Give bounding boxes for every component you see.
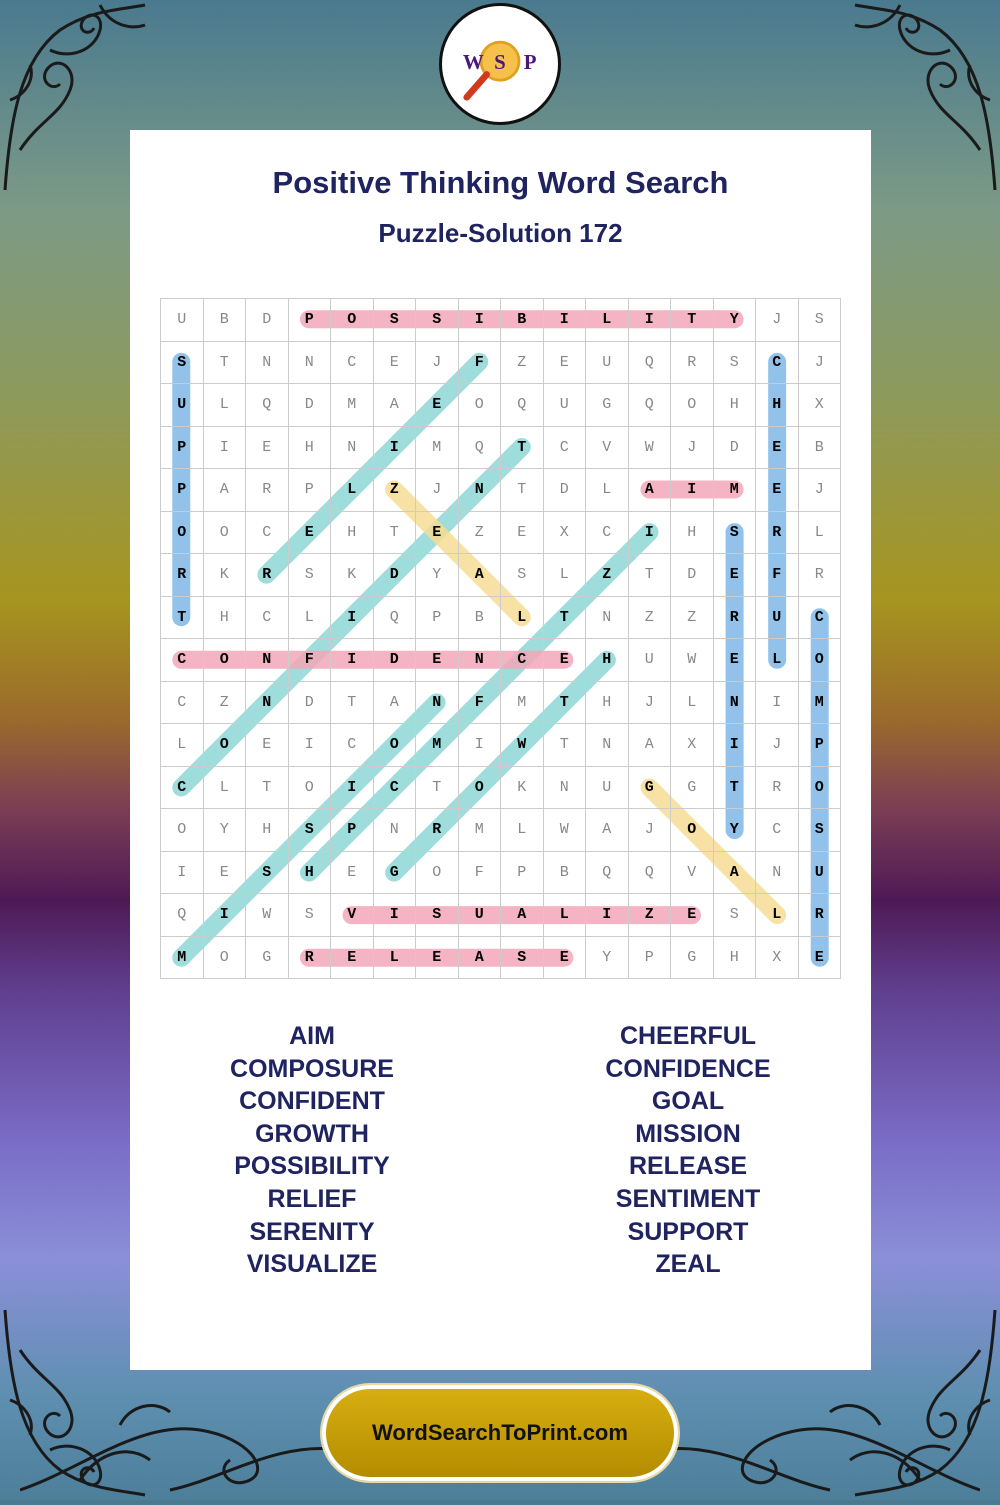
grid-cell[interactable]: B	[501, 299, 544, 342]
grid-cell[interactable]: S	[289, 809, 332, 852]
grid-cell[interactable]: C	[586, 512, 629, 555]
corner-ornament-top-left	[0, 0, 150, 200]
grid-cell[interactable]: M	[331, 384, 374, 427]
wsp-logo[interactable]	[439, 3, 561, 125]
grid-cell[interactable]: M	[501, 682, 544, 725]
grid-cell[interactable]: D	[714, 427, 757, 470]
grid-cell[interactable]: I	[374, 894, 417, 937]
grid-cell[interactable]: T	[246, 767, 289, 810]
grid-cell[interactable]: I	[289, 724, 332, 767]
grid-cell[interactable]: O	[204, 724, 247, 767]
grid-cell[interactable]: K	[501, 767, 544, 810]
grid-cell[interactable]: F	[459, 682, 502, 725]
grid-cell[interactable]: Z	[501, 342, 544, 385]
grid-cell[interactable]: C	[799, 597, 842, 640]
grid-cell[interactable]: A	[629, 469, 672, 512]
grid-cell[interactable]: D	[374, 639, 417, 682]
grid-cell[interactable]: Z	[586, 554, 629, 597]
grid-cell[interactable]: Z	[629, 894, 672, 937]
grid-cell[interactable]: N	[714, 682, 757, 725]
grid-cell[interactable]: I	[671, 469, 714, 512]
grid-cell[interactable]: D	[374, 554, 417, 597]
grid-cell[interactable]: N	[459, 469, 502, 512]
grid-cell[interactable]: A	[629, 724, 672, 767]
grid-cell[interactable]: F	[289, 639, 332, 682]
grid-cell[interactable]: R	[289, 937, 332, 980]
grid-cell[interactable]: N	[331, 427, 374, 470]
grid-cell[interactable]: G	[671, 767, 714, 810]
grid-cell[interactable]: E	[416, 639, 459, 682]
word-list-item: GOAL	[651, 1087, 725, 1116]
grid-cell[interactable]: Z	[459, 512, 502, 555]
grid-cell[interactable]: U	[629, 639, 672, 682]
grid-cell[interactable]: C	[544, 427, 587, 470]
grid-cell[interactable]: R	[799, 554, 842, 597]
grid-cell[interactable]: O	[416, 852, 459, 895]
grid-cell[interactable]: T	[161, 597, 204, 640]
grid-cell[interactable]: A	[204, 469, 247, 512]
grid-cell[interactable]: V	[671, 852, 714, 895]
grid-cell[interactable]: I	[331, 639, 374, 682]
grid-cell[interactable]: J	[416, 342, 459, 385]
grid-cell[interactable]: J	[756, 724, 799, 767]
grid-cell[interactable]: T	[374, 512, 417, 555]
grid-cell[interactable]: O	[671, 384, 714, 427]
grid-cell[interactable]: W	[629, 427, 672, 470]
grid-cell[interactable]: O	[331, 299, 374, 342]
word-list-item: VISUALIZE	[246, 1250, 378, 1279]
grid-cell[interactable]: T	[204, 342, 247, 385]
word-list-item: GROWTH	[255, 1119, 369, 1148]
grid-cell[interactable]: X	[544, 512, 587, 555]
grid-cell[interactable]: Q	[629, 852, 672, 895]
grid-cell[interactable]: D	[544, 469, 587, 512]
grid-cell[interactable]: Z	[374, 469, 417, 512]
grid-cell[interactable]: Y	[416, 554, 459, 597]
grid-cell[interactable]: I	[714, 724, 757, 767]
grid-cell[interactable]: D	[246, 299, 289, 342]
logo-letter-p: P	[523, 49, 537, 74]
grid-cell[interactable]: D	[289, 384, 332, 427]
grid-cell[interactable]: E	[799, 937, 842, 980]
grid-cell[interactable]: E	[544, 937, 587, 980]
grid-cell[interactable]: E	[714, 639, 757, 682]
grid-cell[interactable]: E	[374, 342, 417, 385]
grid-cell[interactable]: O	[374, 724, 417, 767]
logo-letter-s: S	[494, 49, 506, 74]
grid-cell[interactable]: T	[331, 682, 374, 725]
grid-cell[interactable]: V	[331, 894, 374, 937]
grid-cell[interactable]: I	[331, 597, 374, 640]
grid-cell[interactable]: L	[756, 894, 799, 937]
grid-cell[interactable]: L	[586, 299, 629, 342]
grid-cell[interactable]: E	[544, 639, 587, 682]
grid-cell[interactable]: Q	[161, 894, 204, 937]
grid-cell[interactable]: X	[799, 384, 842, 427]
grid-cell[interactable]: N	[459, 639, 502, 682]
grid-cell[interactable]: E	[544, 342, 587, 385]
grid-cell[interactable]: G	[671, 937, 714, 980]
logo-letter-w: W	[462, 49, 484, 74]
grid-cell[interactable]: N	[289, 342, 332, 385]
grid-cell[interactable]: R	[671, 342, 714, 385]
grid-cell[interactable]: S	[416, 299, 459, 342]
grid-cell[interactable]: U	[756, 597, 799, 640]
bottom-swirl-left	[20, 1350, 350, 1500]
grid-cell[interactable]: U	[799, 852, 842, 895]
grid-cell[interactable]: I	[204, 894, 247, 937]
grid-cell[interactable]: I	[629, 512, 672, 555]
grid-cell[interactable]: W	[544, 809, 587, 852]
grid-cell[interactable]: R	[416, 809, 459, 852]
grid-cell[interactable]: W	[501, 724, 544, 767]
grid-cell[interactable]: G	[586, 384, 629, 427]
grid-cell[interactable]: J	[629, 809, 672, 852]
grid-cell[interactable]: L	[671, 682, 714, 725]
grid-cell[interactable]: S	[289, 554, 332, 597]
grid-cell[interactable]: Q	[374, 597, 417, 640]
grid-cell[interactable]: O	[204, 937, 247, 980]
grid-cell[interactable]: C	[161, 682, 204, 725]
word-search-grid	[160, 298, 841, 979]
grid-cell[interactable]: L	[544, 554, 587, 597]
grid-cell[interactable]: S	[799, 299, 842, 342]
grid-cell[interactable]: G	[629, 767, 672, 810]
word-list-right	[538, 1020, 838, 1281]
grid-cell[interactable]: P	[501, 852, 544, 895]
grid-cell[interactable]: J	[799, 469, 842, 512]
grid-cell[interactable]: T	[544, 724, 587, 767]
grid-cell[interactable]: F	[459, 342, 502, 385]
grid-cell[interactable]: H	[756, 384, 799, 427]
word-list-item: ZEAL	[655, 1250, 721, 1279]
grid-cell[interactable]: M	[416, 724, 459, 767]
grid-cell[interactable]: Z	[204, 682, 247, 725]
grid-cell[interactable]: L	[289, 597, 332, 640]
grid-cell[interactable]: L	[374, 937, 417, 980]
grid-cell[interactable]: T	[544, 597, 587, 640]
grid-cell[interactable]: E	[714, 554, 757, 597]
word-list-item: SUPPORT	[627, 1217, 749, 1246]
grid-cell[interactable]: O	[459, 384, 502, 427]
grid-cell[interactable]: N	[586, 724, 629, 767]
word-list-item: SENTIMENT	[615, 1184, 761, 1213]
grid-cell[interactable]: M	[799, 682, 842, 725]
grid-cell[interactable]: S	[416, 894, 459, 937]
grid-cell[interactable]: S	[289, 894, 332, 937]
grid-cell[interactable]: E	[671, 894, 714, 937]
grid-cell[interactable]: S	[714, 894, 757, 937]
grid-cell[interactable]: R	[161, 554, 204, 597]
grid-cell[interactable]: H	[289, 852, 332, 895]
word-list-item: CONFIDENT	[239, 1087, 385, 1116]
grid-cell[interactable]: N	[246, 682, 289, 725]
grid-cell[interactable]: S	[799, 809, 842, 852]
word-list-item: RELEASE	[628, 1152, 748, 1181]
grid-cell[interactable]: R	[246, 469, 289, 512]
grid-cell[interactable]: P	[289, 469, 332, 512]
grid-cell[interactable]: U	[544, 384, 587, 427]
grid-cell[interactable]: C	[756, 809, 799, 852]
grid-cell[interactable]: R	[756, 512, 799, 555]
grid-cell[interactable]: Z	[629, 597, 672, 640]
grid-cell[interactable]: H	[289, 427, 332, 470]
grid-cell[interactable]: B	[459, 597, 502, 640]
site-link-label: WordSearchToPrint.com	[372, 1420, 628, 1445]
word-list-item: CONFIDENCE	[605, 1054, 771, 1083]
grid-cell[interactable]: G	[374, 852, 417, 895]
grid-cell[interactable]: N	[416, 682, 459, 725]
grid-cell[interactable]: E	[331, 852, 374, 895]
grid-cell[interactable]: E	[501, 512, 544, 555]
grid-cell[interactable]: R	[246, 554, 289, 597]
page-subtitle: Puzzle-Solution 172	[378, 218, 623, 248]
grid-cell[interactable]: S	[714, 342, 757, 385]
grid-cell[interactable]: A	[459, 554, 502, 597]
grid-cell[interactable]: Q	[629, 342, 672, 385]
grid-cell[interactable]: L	[544, 894, 587, 937]
grid-cell[interactable]: A	[374, 682, 417, 725]
grid-cell[interactable]: T	[714, 767, 757, 810]
grid-cell[interactable]: J	[799, 342, 842, 385]
grid-cell[interactable]: O	[289, 767, 332, 810]
grid-cell[interactable]: E	[331, 937, 374, 980]
grid-cell[interactable]: C	[501, 639, 544, 682]
grid-cell[interactable]: L	[204, 767, 247, 810]
grid-cell[interactable]: E	[756, 427, 799, 470]
grid-cell[interactable]: C	[331, 724, 374, 767]
grid-cell[interactable]: N	[374, 809, 417, 852]
grid-cell[interactable]: N	[756, 852, 799, 895]
grid-cell[interactable]: L	[204, 384, 247, 427]
bottom-swirl-right	[650, 1350, 980, 1500]
grid-cell[interactable]: C	[246, 597, 289, 640]
grid-cell[interactable]: M	[416, 427, 459, 470]
grid-cell[interactable]: U	[161, 299, 204, 342]
grid-cell[interactable]: I	[459, 299, 502, 342]
grid-cell[interactable]: F	[756, 554, 799, 597]
grid-cell[interactable]: B	[799, 427, 842, 470]
grid-cell[interactable]: C	[756, 342, 799, 385]
grid-cell[interactable]: N	[586, 597, 629, 640]
magnifier-handle-icon	[467, 74, 487, 97]
grid-cell[interactable]: K	[331, 554, 374, 597]
grid-cell[interactable]: P	[331, 809, 374, 852]
grid-cell[interactable]: I	[161, 852, 204, 895]
grid-cell[interactable]: O	[204, 512, 247, 555]
grid-cell[interactable]: A	[501, 894, 544, 937]
grid-cell[interactable]: G	[246, 937, 289, 980]
grid-cell[interactable]: T	[416, 767, 459, 810]
page-title: Positive Thinking Word Search	[272, 165, 729, 200]
grid-cell[interactable]: A	[459, 937, 502, 980]
grid-cell[interactable]: E	[204, 852, 247, 895]
grid-cell[interactable]: U	[161, 384, 204, 427]
grid-cell[interactable]: H	[714, 384, 757, 427]
grid-cell[interactable]: C	[331, 342, 374, 385]
grid-cell[interactable]: D	[289, 682, 332, 725]
grid-cell[interactable]: S	[714, 512, 757, 555]
grid-cell[interactable]: Q	[459, 427, 502, 470]
grid-cell[interactable]: C	[161, 767, 204, 810]
grid-cell[interactable]: A	[586, 809, 629, 852]
grid-cell[interactable]: S	[501, 554, 544, 597]
grid-cell[interactable]: R	[714, 597, 757, 640]
grid-cell[interactable]: O	[671, 809, 714, 852]
grid-cell[interactable]: P	[799, 724, 842, 767]
grid-cell[interactable]: U	[586, 767, 629, 810]
grid-cell[interactable]: H	[331, 512, 374, 555]
grid-cell[interactable]: J	[671, 427, 714, 470]
grid-cell[interactable]: I	[459, 724, 502, 767]
grid-cell[interactable]: I	[756, 682, 799, 725]
grid-cell[interactable]: L	[501, 809, 544, 852]
grid-cell[interactable]: E	[416, 937, 459, 980]
grid-cell[interactable]: M	[714, 469, 757, 512]
word-list-item: COMPOSURE	[230, 1054, 394, 1083]
grid-cell[interactable]: L	[756, 639, 799, 682]
grid-cell[interactable]: C	[374, 767, 417, 810]
grid-cell[interactable]: S	[374, 299, 417, 342]
word-list-item: AIM	[289, 1022, 335, 1050]
grid-cell[interactable]: I	[204, 427, 247, 470]
grid-cell[interactable]: H	[586, 639, 629, 682]
grid-cell[interactable]: H	[586, 682, 629, 725]
grid-cell[interactable]: P	[161, 427, 204, 470]
grid-cell[interactable]: H	[671, 512, 714, 555]
grid-cell[interactable]: B	[544, 852, 587, 895]
word-list-item: POSSIBILITY	[234, 1152, 390, 1181]
grid-cell[interactable]: W	[671, 639, 714, 682]
grid-cell[interactable]: Y	[714, 299, 757, 342]
grid-cell[interactable]: U	[459, 894, 502, 937]
grid-cell[interactable]: T	[544, 682, 587, 725]
grid-cell[interactable]: N	[246, 639, 289, 682]
grid-cell[interactable]: P	[289, 299, 332, 342]
grid-cell[interactable]: O	[161, 809, 204, 852]
grid-cell[interactable]: K	[204, 554, 247, 597]
grid-cell[interactable]: L	[331, 469, 374, 512]
grid-cell[interactable]: S	[501, 937, 544, 980]
grid-cell[interactable]: B	[204, 299, 247, 342]
grid-cell[interactable]: E	[246, 427, 289, 470]
grid-cell[interactable]: C	[246, 512, 289, 555]
grid-cell[interactable]: Q	[629, 384, 672, 427]
grid-cell[interactable]: A	[374, 384, 417, 427]
grid-cell[interactable]: O	[204, 639, 247, 682]
grid-cell[interactable]: I	[374, 427, 417, 470]
grid-cell[interactable]: H	[204, 597, 247, 640]
letter-grid	[160, 298, 841, 979]
grid-cell[interactable]: H	[714, 937, 757, 980]
grid-cell[interactable]: W	[246, 894, 289, 937]
puzzle-card	[130, 130, 871, 1370]
grid-cell[interactable]: O	[799, 767, 842, 810]
grid-cell[interactable]: L	[799, 512, 842, 555]
grid-cell[interactable]: E	[756, 469, 799, 512]
grid-cell[interactable]: P	[416, 597, 459, 640]
grid-cell[interactable]: Y	[714, 809, 757, 852]
grid-cell[interactable]: E	[416, 384, 459, 427]
grid-cell[interactable]: Y	[204, 809, 247, 852]
site-link-button[interactable]	[322, 1385, 678, 1481]
grid-cell[interactable]: D	[671, 554, 714, 597]
grid-cell[interactable]: H	[246, 809, 289, 852]
grid-cell[interactable]: C	[161, 639, 204, 682]
grid-cell[interactable]: M	[459, 809, 502, 852]
corner-ornament-top-right	[850, 0, 1000, 200]
grid-cell[interactable]: I	[629, 299, 672, 342]
grid-cell[interactable]: T	[629, 554, 672, 597]
grid-cell[interactable]: L	[161, 724, 204, 767]
grid-cell[interactable]: A	[714, 852, 757, 895]
grid-cell[interactable]: E	[246, 724, 289, 767]
word-list-item: CHEERFUL	[619, 1022, 757, 1050]
grid-cell[interactable]: O	[459, 767, 502, 810]
grid-cell[interactable]: P	[629, 937, 672, 980]
grid-cell[interactable]: T	[671, 299, 714, 342]
grid-cell[interactable]: N	[544, 767, 587, 810]
grid-cell[interactable]: E	[416, 512, 459, 555]
grid-cell[interactable]: P	[161, 469, 204, 512]
word-list-item: SERENITY	[249, 1217, 375, 1246]
grid-cell[interactable]: R	[799, 894, 842, 937]
grid-cell[interactable]: Y	[586, 937, 629, 980]
grid-cell[interactable]: F	[459, 852, 502, 895]
grid-cell[interactable]: X	[756, 937, 799, 980]
grid-cell[interactable]: R	[756, 767, 799, 810]
grid-cell[interactable]: E	[289, 512, 332, 555]
word-list-item: MISSION	[635, 1119, 741, 1148]
grid-cell[interactable]: J	[756, 299, 799, 342]
grid-cell[interactable]: J	[416, 469, 459, 512]
grid-cell[interactable]: T	[501, 469, 544, 512]
grid-cell[interactable]: V	[586, 427, 629, 470]
grid-cell[interactable]: T	[501, 427, 544, 470]
grid-cell[interactable]: S	[161, 342, 204, 385]
grid-cell[interactable]: X	[671, 724, 714, 767]
grid-cell[interactable]: Q	[586, 852, 629, 895]
grid-cell[interactable]: N	[246, 342, 289, 385]
grid-cell[interactable]: I	[544, 299, 587, 342]
grid-cell[interactable]: L	[501, 597, 544, 640]
grid-cell[interactable]: I	[586, 894, 629, 937]
word-list-item: RELIEF	[267, 1184, 357, 1213]
grid-cell[interactable]: L	[586, 469, 629, 512]
grid-cell[interactable]: O	[799, 639, 842, 682]
grid-cell[interactable]: Q	[501, 384, 544, 427]
grid-cell[interactable]: I	[331, 767, 374, 810]
grid-cell[interactable]: U	[586, 342, 629, 385]
grid-cell[interactable]: S	[246, 852, 289, 895]
grid-cell[interactable]: J	[629, 682, 672, 725]
grid-cell[interactable]: Z	[671, 597, 714, 640]
grid-cell[interactable]: M	[161, 937, 204, 980]
word-list-left	[162, 1020, 462, 1281]
grid-cell[interactable]: Q	[246, 384, 289, 427]
grid-cell[interactable]: O	[161, 512, 204, 555]
